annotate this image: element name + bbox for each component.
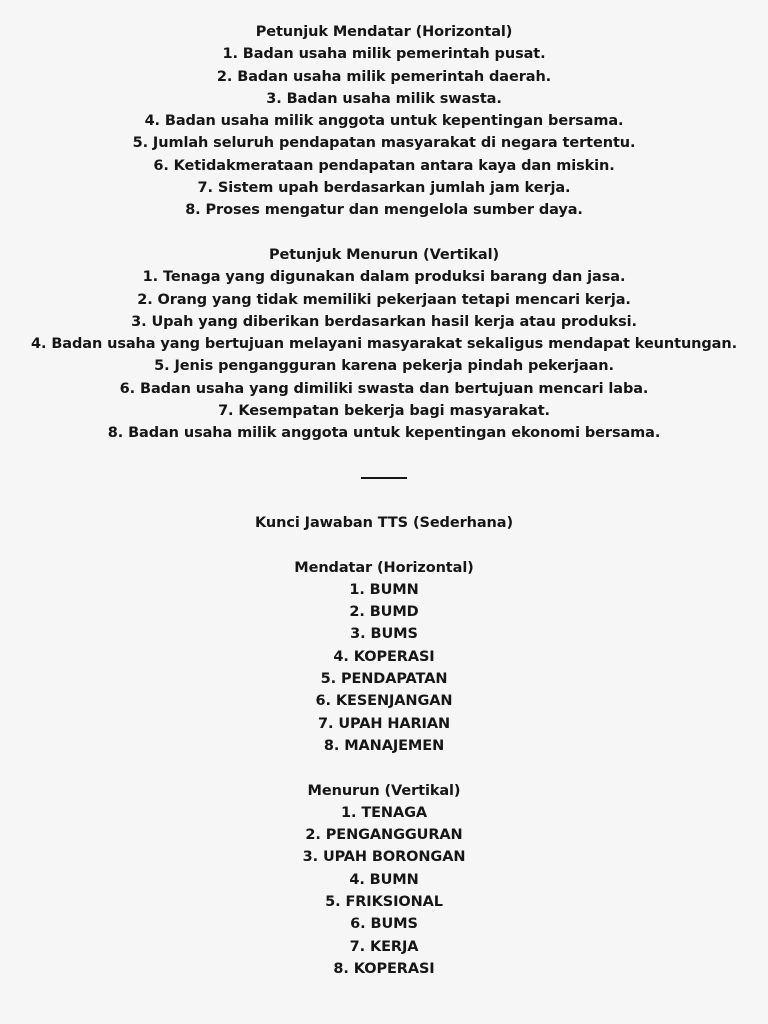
answer-vertical-5: 5. FRIKSIONAL xyxy=(325,893,443,910)
answer-horizontal-1: 1. BUMN xyxy=(349,581,419,598)
vertical-clue-6: 6. Badan usaha yang dimiliki swasta dan bertujuan mencari laba. xyxy=(119,380,649,397)
vertical-clue-2: 2. Orang yang tidak memiliki pekerjaan tetapi mencari kerja. xyxy=(137,291,631,308)
section-spacer xyxy=(0,534,768,556)
horizontal-clue-1: 1. Badan usaha milik pemerintah pusat. xyxy=(222,46,546,63)
horizontal-clue-7: 7. Sistem upah berdasarkan jumlah jam kerja. xyxy=(197,180,571,197)
answer-vertical-2: 2. PENGANGGURAN xyxy=(305,827,463,844)
answer-key-title: Kunci Jawaban TTS (Sederhana) xyxy=(255,514,513,531)
section-divider xyxy=(361,477,407,479)
answer-horizontal-6: 6. KESENJANGAN xyxy=(315,693,453,710)
horizontal-clue-8: 8. Proses mengatur dan mengelola sumber daya. xyxy=(185,202,583,219)
answer-horizontal-5: 5. PENDAPATAN xyxy=(320,671,448,688)
section-spacer xyxy=(0,222,768,244)
horizontal-clue-3: 3. Badan usaha milik swasta. xyxy=(266,90,502,107)
answer-horizontal-heading: Mendatar (Horizontal) xyxy=(294,559,474,576)
answer-vertical-4: 4. BUMN xyxy=(349,871,419,888)
answer-horizontal-3: 3. BUMS xyxy=(350,626,418,643)
answer-vertical-3: 3. UPAH BORONGAN xyxy=(302,849,466,866)
horizontal-clue-6: 6. Ketidakmerataan pendapatan antara kaya dan miskin. xyxy=(153,157,615,174)
vertical-clues-section xyxy=(0,244,768,445)
section-spacer xyxy=(0,757,768,779)
answer-horizontal-7: 7. UPAH HARIAN xyxy=(318,715,450,732)
vertical-clue-3: 3. Upah yang diberikan berdasarkan hasil kerja atau produksi. xyxy=(131,313,637,330)
vertical-clues-heading: Petunjuk Menurun (Vertikal) xyxy=(268,246,500,263)
answer-key-section xyxy=(0,512,768,980)
vertical-clue-5: 5. Jenis pengangguran karena pekerja pindah pekerjaan. xyxy=(154,358,614,375)
answer-vertical-1: 1. TENAGA xyxy=(340,804,428,821)
answer-horizontal-2: 2. BUMD xyxy=(349,604,419,621)
horizontal-clue-4: 4. Badan usaha milik anggota untuk kepentingan bersama. xyxy=(144,113,624,130)
answer-horizontal-4: 4. KOPERASI xyxy=(333,648,435,665)
answer-vertical-7: 7. KERJA xyxy=(349,938,419,955)
horizontal-clue-5: 5. Jumlah seluruh pendapatan masyarakat di negara tertentu. xyxy=(132,135,636,152)
vertical-clue-8: 8. Badan usaha milik anggota untuk kepentingan ekonomi bersama. xyxy=(107,425,661,442)
answer-vertical-6: 6. BUMS xyxy=(350,916,418,933)
answer-vertical-heading: Menurun (Vertikal) xyxy=(307,782,461,799)
answer-vertical-8: 8. KOPERASI xyxy=(333,960,435,977)
vertical-clue-4: 4. Badan usaha yang bertujuan melayani masyarakat sekaligus mendapat keuntungan. xyxy=(31,336,737,353)
vertical-clue-1: 1. Tenaga yang digunakan dalam produksi barang dan jasa. xyxy=(142,269,626,286)
vertical-clue-7: 7. Kesempatan bekerja bagi masyarakat. xyxy=(218,403,550,420)
horizontal-clue-2: 2. Badan usaha milik pemerintah daerah. xyxy=(216,68,552,85)
section-spacer xyxy=(0,445,768,467)
horizontal-clues-section xyxy=(0,21,768,222)
answer-horizontal-8: 8. MANAJEMEN xyxy=(323,737,445,754)
horizontal-clues-heading: Petunjuk Mendatar (Horizontal) xyxy=(255,24,513,40)
